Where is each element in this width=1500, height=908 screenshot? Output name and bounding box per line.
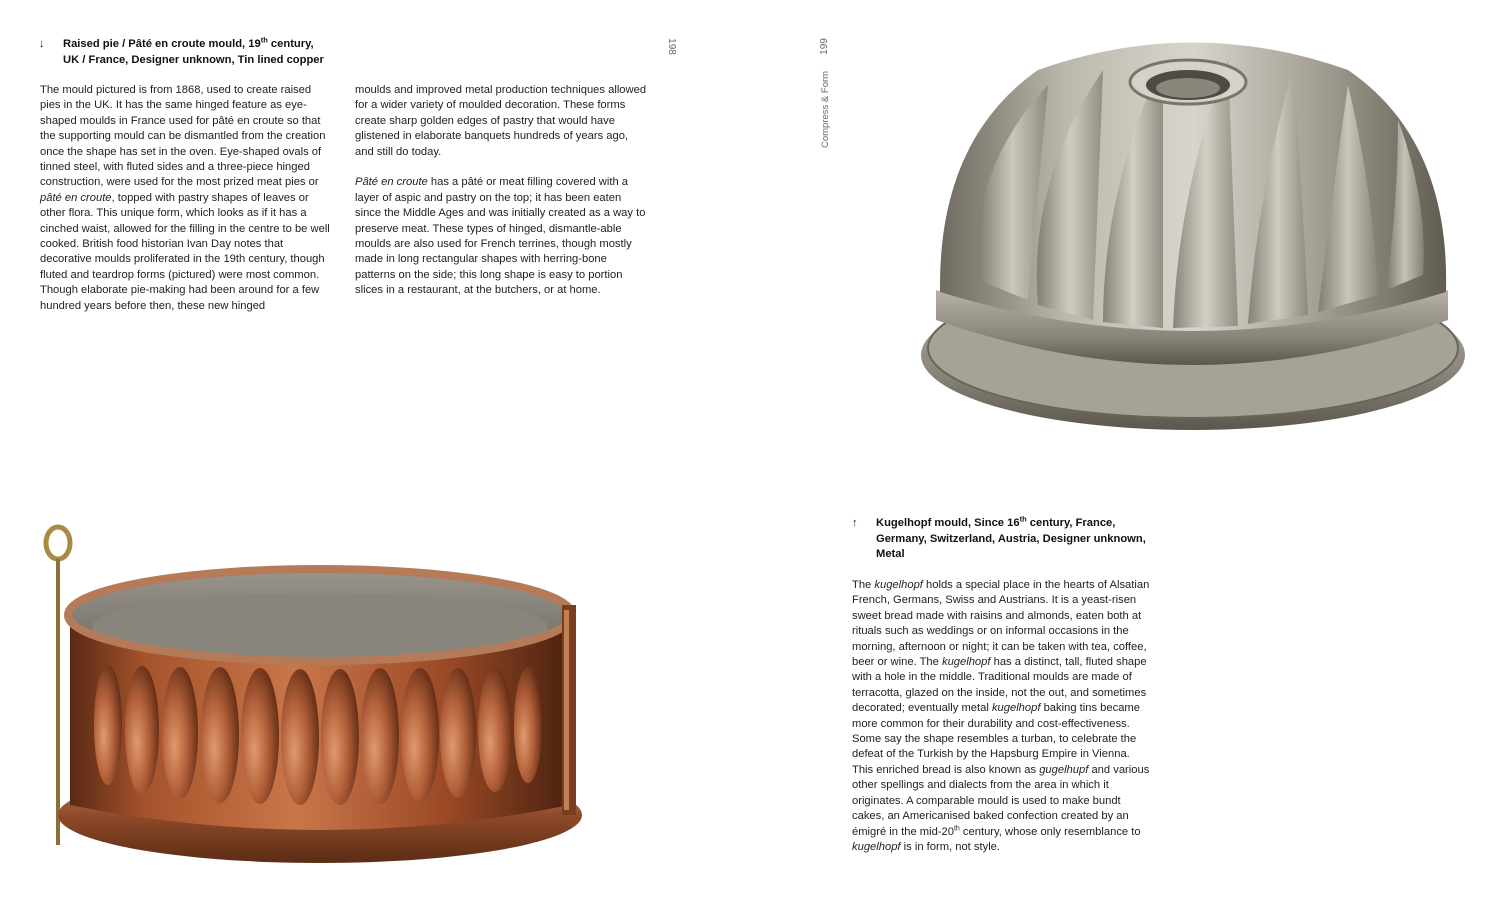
running-head: Compress & Form (820, 70, 831, 148)
pie-mould-photo (30, 515, 620, 875)
pie-mould-text-column-2: moulds and improved metal production techniques allowed for a wider variety of moulded decoration. These forms create sharp golden edges of pastry that would have glistened in elaborate banquets hundreds of years ago, and still do today. Pâté en croute has a pâté or meat filling covered with a layer of aspic and pastry on the top; it has been eaten since the Middle Ages and was initially created as a way to preserve meat. These types of hinged, dismantle-able moulds are also used for French terrines, though mostly made in long rectangular shapes with herring-bone patterns on the side; this long shape is easy to portion slices in a restaurant, at the butchers, or at home. (355, 84, 647, 297)
up-arrow-icon: ↑ (852, 517, 858, 529)
caption-line-2: Germany, Switzerland, Austria, Designer unknown, (876, 532, 1146, 545)
page-number: 199 (818, 38, 830, 55)
right-page (750, 0, 1500, 908)
pie-mould-text-column-1: The mould pictured is from 1868, used to create raised pies in the UK. It has the same hinged feature as eye-shaped moulds in France used for pâté en croute so that the supporting mould can be dismantled from the creation once the shape has set in the oven. Eye-shaped ovals of tinned steel, with fluted sides and a three-piece hinged construction, were used for the most prized meat pies or pâté en croute, topped with pastry shapes of leaves or other flora. This unique form, which looks as if it has a cinched waist, allowed for the filling in the centre to be well cooked. British food historian Ivan Day notes that decorative moulds proliferated in the 19th century, though fluted and teardrop forms (pictured) were most common. Though elaborate pie-making had been around for a few hundred years before then, these new hinged (40, 84, 330, 312)
page-number: 198 (665, 38, 677, 55)
caption-line-1: Kugelhopf mould, Since 16th century, France, (876, 514, 1116, 529)
down-arrow-icon: ↓ (39, 38, 45, 50)
kugelhopf-mould-photo (918, 30, 1468, 435)
kugelhopf-text: The kugelhopf holds a special place in the hearts of Alsatian French, Germans, Swiss and Austrians. It is a yeast-risen sweet bread made with raisins and almonds, eaten both at rituals such as weddings or on informal occasions in the morning, afternoon or night; it can be taken with tea, coffee, beer or wine. The kugelhopf has a distinct, tall, fluted shape with a hole in the middle. Traditional moulds are made of terracotta, glazed on the inside, not the out, and sometimes decorated; eventually metal kugelhopf baking tins became more common for their durability and cost-effectiveness. Some say the shape resembles a turban, to celebrate the defeat of the Turkish by the Hapsburg Empire in Vienna. This enriched bread is also known as gugelhupf and various other spellings and dialects from the area in which it originates. A comparable mould is used to make bundt cakes, an Americanised baked confection created by an émigré in the mid-20th century, whose only resemblance to kugelhopf is in form, not style. (852, 579, 1150, 853)
kugelhopf-caption (852, 514, 1176, 563)
caption-line-3: Metal (876, 548, 905, 560)
caption-line-1: Raised pie / Pâté en croute mould, 19th century, (63, 35, 314, 50)
caption-line-2: UK / France, Designer unknown, Tin lined copper (63, 53, 324, 66)
pie-mould-caption (39, 35, 363, 68)
